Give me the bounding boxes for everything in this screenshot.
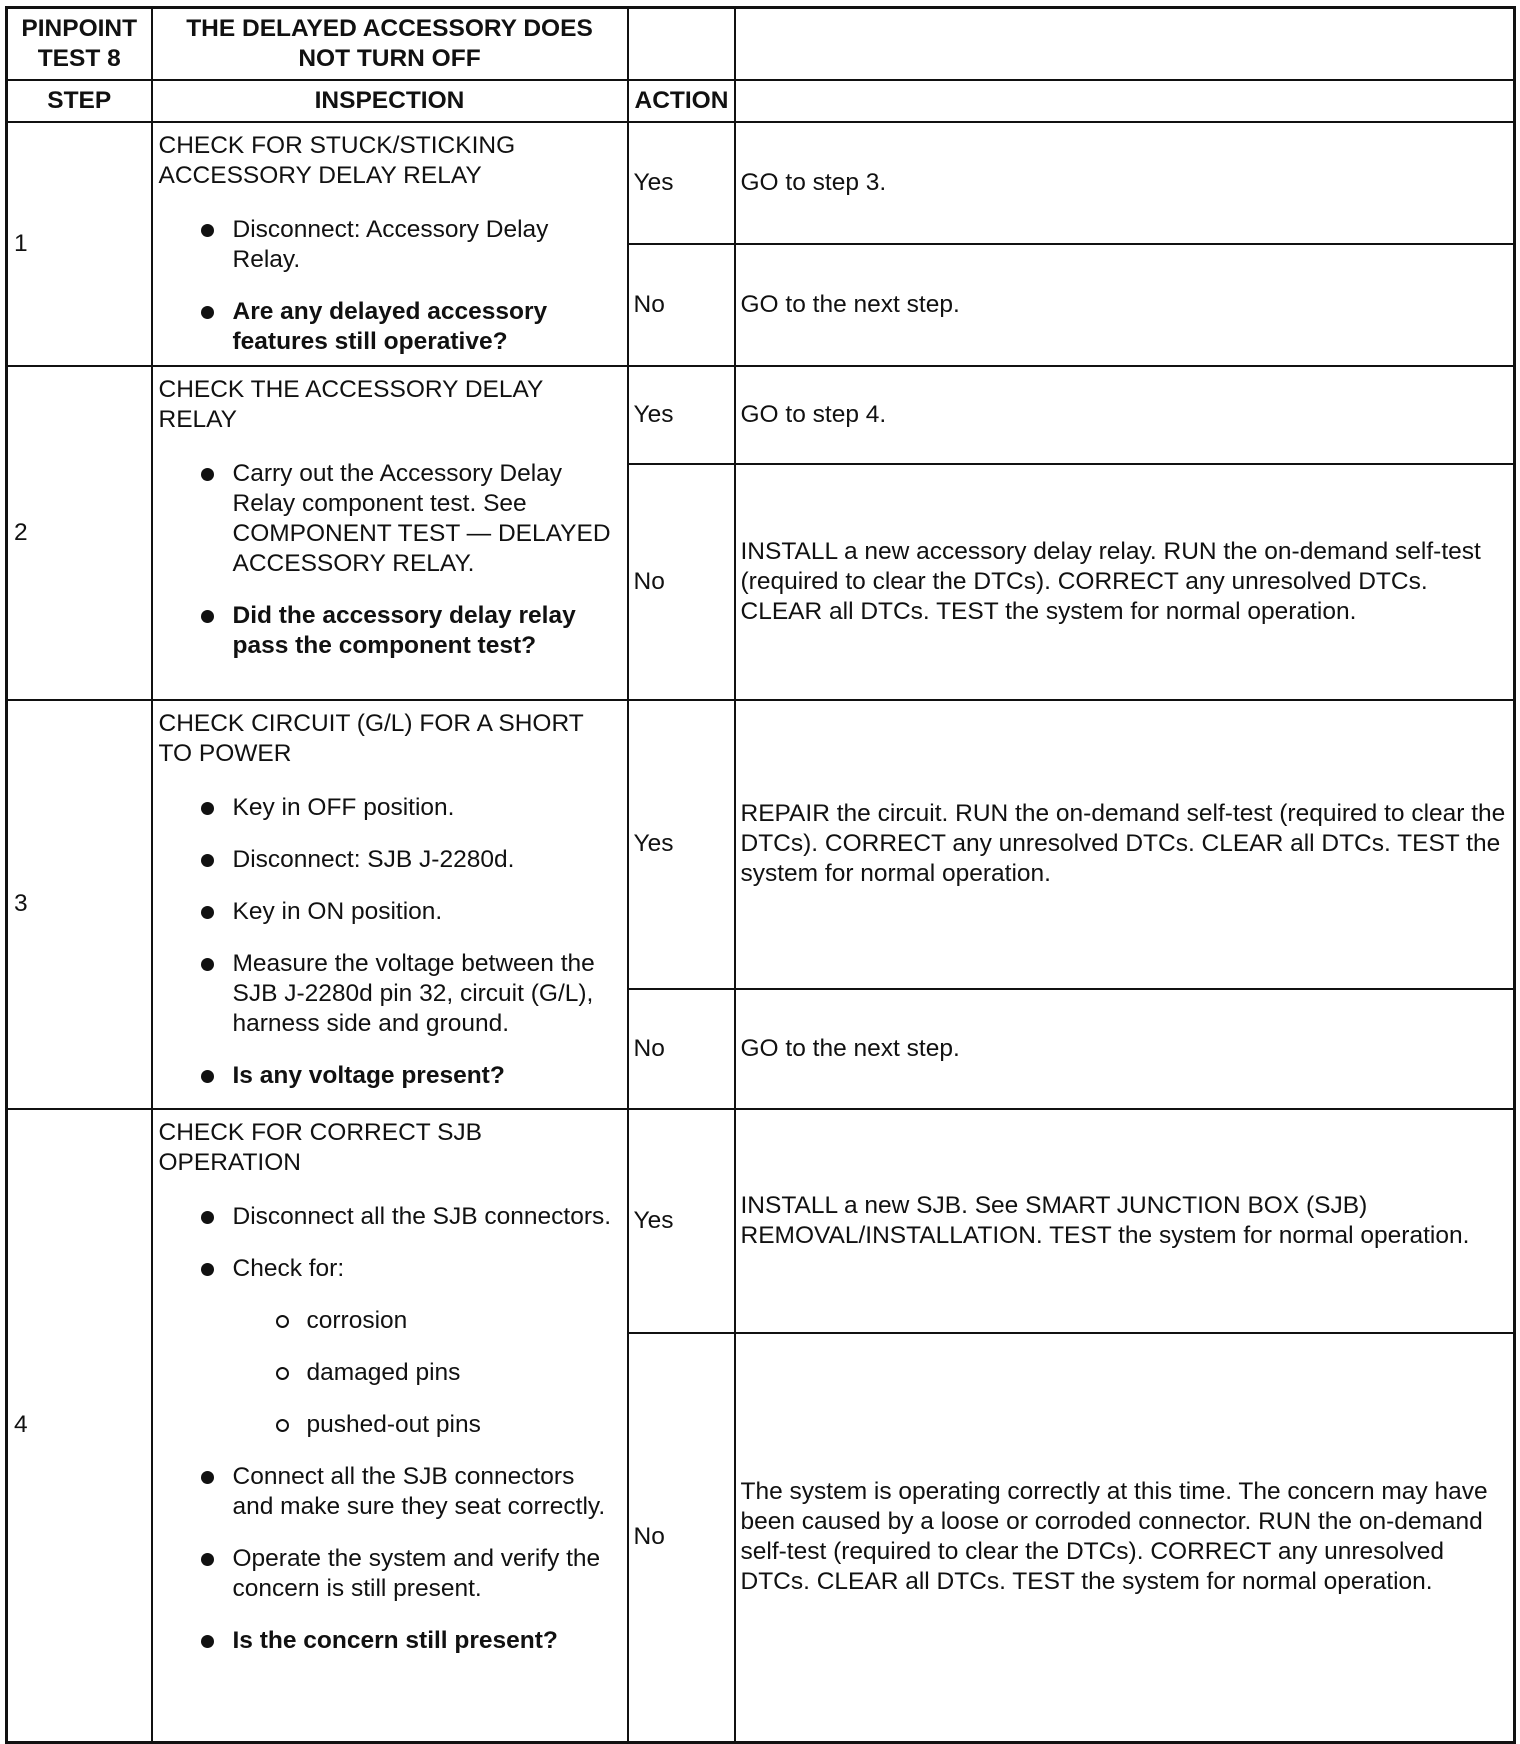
no-action: INSTALL a new accessory delay relay. RUN the on-demand self-test (required to clear the DTCs). CORRECT any unresolved DTCs. CLEAR all DTCs. TEST the system for normal operation. <box>735 464 1515 700</box>
sub-list <box>233 1306 621 1440</box>
bullet-item: Operate the system and verify the concern is still present. <box>159 1544 621 1604</box>
question-item: Is any voltage present? <box>159 1061 621 1091</box>
bullet-icon <box>201 1070 214 1083</box>
bullet-icon <box>201 1471 214 1484</box>
column-header-row <box>7 80 1515 122</box>
inspection-cell <box>152 122 628 366</box>
bullet-list <box>159 215 621 357</box>
bullet-icon <box>201 610 214 623</box>
bullet-list <box>159 459 621 661</box>
no-label: No <box>628 1333 735 1743</box>
pinpoint-test-table <box>5 6 1516 1744</box>
empty-header-cell <box>628 8 735 80</box>
yes-action: REPAIR the circuit. RUN the on-demand self-test (required to clear the DTCs). CORRECT any unresolved DTCs. CLEAR all DTCs. TEST the system for normal operation. <box>735 700 1515 989</box>
step-number: 1 <box>7 122 152 366</box>
sub-item: corrosion <box>233 1306 621 1336</box>
bullet-item: Disconnect: Accessory Delay Relay. <box>159 215 621 275</box>
bullet-icon <box>201 1263 214 1276</box>
yes-label: Yes <box>628 122 735 244</box>
bullet-icon <box>201 306 214 319</box>
circle-bullet-icon <box>276 1315 289 1328</box>
bullet-icon <box>201 958 214 971</box>
yes-label: Yes <box>628 1109 735 1333</box>
bullet-item: Measure the voltage between the SJB J-2280d pin 32, circuit (G/L), harness side and ground. <box>159 949 621 1039</box>
step-4-yes-row <box>7 1109 1515 1333</box>
sub-item: pushed-out pins <box>233 1410 621 1440</box>
bullet-icon <box>201 224 214 237</box>
step-1-yes-row <box>7 122 1515 244</box>
step-2-yes-row <box>7 366 1515 464</box>
inspection-cell <box>152 366 628 700</box>
bullet-icon <box>201 854 214 867</box>
title-row <box>7 8 1515 80</box>
yes-action: INSTALL a new SJB. See SMART JUNCTION BOX (SJB) REMOVAL/INSTALLATION. TEST the system for normal operation. <box>735 1109 1515 1333</box>
test-title-cell: THE DELAYED ACCESSORY DOES NOT TURN OFF <box>152 8 628 80</box>
no-action: The system is operating correctly at this time. The concern may have been caused by a loose or corroded connector. RUN the on-demand self-test (required to clear the DTCs). CORRECT any unresolved DTCs. CLEAR all DTCs. TEST the system for normal operation. <box>735 1333 1515 1743</box>
question-item: Did the accessory delay relay pass the component test? <box>159 601 621 661</box>
yes-label: Yes <box>628 366 735 464</box>
inspection-cell <box>152 1109 628 1743</box>
bullet-icon <box>201 1553 214 1566</box>
bullet-icon <box>201 802 214 815</box>
bullet-icon <box>201 468 214 481</box>
bullet-item: Key in OFF position. <box>159 793 621 823</box>
step-title: CHECK THE ACCESSORY DELAY RELAY <box>158 375 543 433</box>
col-inspection-header: INSPECTION <box>152 80 628 122</box>
bullet-item: Key in ON position. <box>159 897 621 927</box>
yes-label: Yes <box>628 700 735 989</box>
bullet-list <box>159 793 621 1091</box>
question-item: Is the concern still present? <box>159 1626 621 1656</box>
step-number: 2 <box>7 366 152 700</box>
question-item: Are any delayed accessory features still operative? <box>159 297 621 357</box>
step-number: 3 <box>7 700 152 1109</box>
bullet-list <box>159 1202 621 1656</box>
no-label: No <box>628 244 735 366</box>
yes-action: GO to step 4. <box>735 366 1515 464</box>
no-label: No <box>628 464 735 700</box>
step-3-yes-row <box>7 700 1515 989</box>
bullet-icon <box>201 1211 214 1224</box>
bullet-item: Connect all the SJB connectors and make sure they seat correctly. <box>159 1462 621 1522</box>
bullet-item: Disconnect: SJB J-2280d. <box>159 845 621 875</box>
test-label-cell: PINPOINT TEST 8 <box>7 8 152 80</box>
bullet-icon <box>201 906 214 919</box>
bullet-item: Carry out the Accessory Delay Relay component test. See COMPONENT TEST — DELAYED ACCESSORY RELAY. <box>159 459 621 579</box>
empty-header-cell <box>735 8 1515 80</box>
inspection-cell <box>152 700 628 1109</box>
no-action: GO to the next step. <box>735 989 1515 1109</box>
circle-bullet-icon <box>276 1419 289 1432</box>
col-action-header: ACTION <box>628 80 735 122</box>
circle-bullet-icon <box>276 1367 289 1380</box>
bullet-item: Disconnect all the SJB connectors. <box>159 1202 621 1232</box>
step-number: 4 <box>7 1109 152 1743</box>
bullet-item: Check for: corrosion damaged pins pushed-out pins <box>159 1254 621 1440</box>
bullet-icon <box>201 1635 214 1648</box>
step-title: CHECK CIRCUIT (G/L) FOR A SHORT TO POWER <box>158 709 584 767</box>
step-title: CHECK FOR STUCK/STICKING ACCESSORY DELAY RELAY <box>158 131 516 189</box>
yes-action: GO to step 3. <box>735 122 1515 244</box>
step-title: CHECK FOR CORRECT SJB OPERATION <box>158 1118 483 1176</box>
no-label: No <box>628 989 735 1109</box>
empty-header-cell <box>735 80 1515 122</box>
no-action: GO to the next step. <box>735 244 1515 366</box>
sub-item: damaged pins <box>233 1358 621 1388</box>
col-step-header: STEP <box>7 80 152 122</box>
